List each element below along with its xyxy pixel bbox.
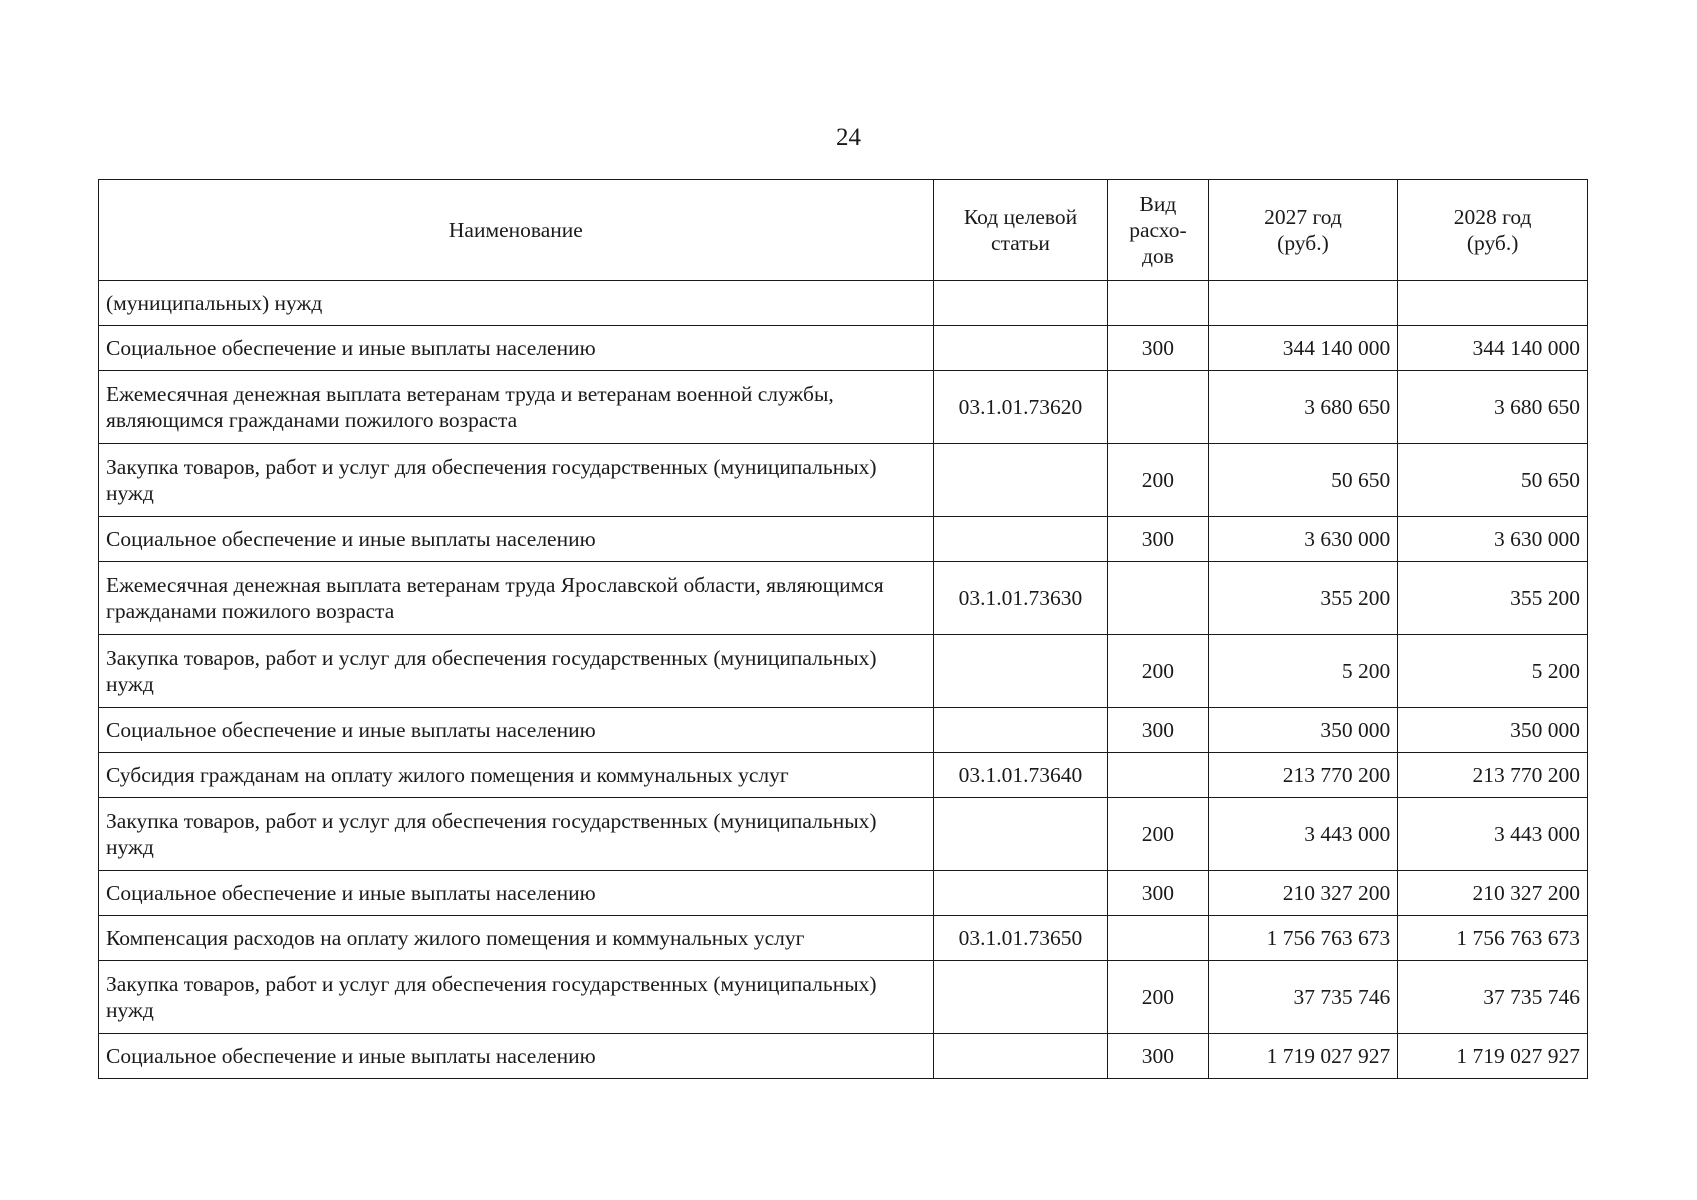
- row-code: [933, 517, 1107, 562]
- row-2028: 1 719 027 927: [1398, 1034, 1588, 1079]
- row-code: 03.1.01.73630: [933, 562, 1107, 635]
- row-2027: 5 200: [1208, 635, 1398, 708]
- budget-table: [98, 179, 1588, 1079]
- row-2028: 3 680 650: [1398, 371, 1588, 444]
- row-type: 300: [1108, 326, 1208, 371]
- row-name: Социальное обеспечение и иные выплаты населению: [99, 326, 934, 371]
- header-year-2027: [1208, 180, 1398, 281]
- row-type: 300: [1108, 517, 1208, 562]
- row-2028: 1 756 763 673: [1398, 916, 1588, 961]
- table-row: [99, 1034, 1588, 1079]
- row-code: [933, 326, 1107, 371]
- row-name: Ежемесячная денежная выплата ветеранам труда Ярославской области, являющимся гражданами пожилого возраста: [99, 562, 934, 635]
- row-2028: 350 000: [1398, 708, 1588, 753]
- header-year-2027-label: 2027 год (руб.): [1264, 205, 1342, 255]
- row-2028: 213 770 200: [1398, 753, 1588, 798]
- row-2028: 3 630 000: [1398, 517, 1588, 562]
- row-2028: 355 200: [1398, 562, 1588, 635]
- row-name: Социальное обеспечение и иные выплаты населению: [99, 871, 934, 916]
- table-row: [99, 798, 1588, 871]
- row-type: 200: [1108, 635, 1208, 708]
- row-code: [933, 635, 1107, 708]
- row-2028: [1398, 281, 1588, 326]
- row-2028: 50 650: [1398, 444, 1588, 517]
- table-row: [99, 753, 1588, 798]
- table-row: [99, 281, 1588, 326]
- row-2028: 210 327 200: [1398, 871, 1588, 916]
- page-number: 24: [836, 124, 861, 151]
- row-2027: 1 756 763 673: [1208, 916, 1398, 961]
- row-name: Социальное обеспечение и иные выплаты населению: [99, 1034, 934, 1079]
- row-2028: 37 735 746: [1398, 961, 1588, 1034]
- row-name: Ежемесячная денежная выплата ветеранам труда и ветеранам военной службы, являющимся гражданами пожилого возраста: [99, 371, 934, 444]
- table-row: [99, 562, 1588, 635]
- row-code: 03.1.01.73640: [933, 753, 1107, 798]
- row-type: 200: [1108, 961, 1208, 1034]
- table-row: [99, 371, 1588, 444]
- row-name: Компенсация расходов на оплату жилого помещения и коммунальных услуг: [99, 916, 934, 961]
- header-type: [1108, 180, 1208, 281]
- row-code: [933, 798, 1107, 871]
- row-type: 300: [1108, 871, 1208, 916]
- row-2027: 350 000: [1208, 708, 1398, 753]
- row-2027: 3 443 000: [1208, 798, 1398, 871]
- table-row: [99, 444, 1588, 517]
- row-code: 03.1.01.73620: [933, 371, 1107, 444]
- row-type: [1108, 281, 1208, 326]
- row-2027: 37 735 746: [1208, 961, 1398, 1034]
- row-name: Закупка товаров, работ и услуг для обеспечения государственных (муниципальных) нужд: [99, 444, 934, 517]
- row-name: Закупка товаров, работ и услуг для обеспечения государственных (муниципальных) нужд: [99, 798, 934, 871]
- row-2027: 213 770 200: [1208, 753, 1398, 798]
- row-2027: 355 200: [1208, 562, 1398, 635]
- header-name-label: Наименование: [448, 218, 583, 242]
- row-code: [933, 871, 1107, 916]
- row-type: [1108, 562, 1208, 635]
- row-2027: 50 650: [1208, 444, 1398, 517]
- row-type: [1108, 371, 1208, 444]
- row-2027: 210 327 200: [1208, 871, 1398, 916]
- row-2027: 1 719 027 927: [1208, 1034, 1398, 1079]
- row-2027: 344 140 000: [1208, 326, 1398, 371]
- header-type-label: Вид расхо-дов: [1129, 192, 1187, 268]
- row-name: Закупка товаров, работ и услуг для обеспечения государственных (муниципальных) нужд: [99, 961, 934, 1034]
- table-row: [99, 961, 1588, 1034]
- row-2028: 5 200: [1398, 635, 1588, 708]
- row-type: [1108, 916, 1208, 961]
- header-year-2028-label: 2028 год (руб.): [1453, 205, 1532, 255]
- row-2027: 3 680 650: [1208, 371, 1398, 444]
- row-type: 300: [1108, 708, 1208, 753]
- row-type: 200: [1108, 798, 1208, 871]
- table-row: [99, 871, 1588, 916]
- table-header-row: [99, 180, 1588, 281]
- row-2027: [1208, 281, 1398, 326]
- row-name: Социальное обеспечение и иные выплаты населению: [99, 517, 934, 562]
- row-code: [933, 961, 1107, 1034]
- row-2028: 3 443 000: [1398, 798, 1588, 871]
- row-type: [1108, 753, 1208, 798]
- row-type: 300: [1108, 1034, 1208, 1079]
- table-row: [99, 517, 1588, 562]
- row-code: [933, 444, 1107, 517]
- row-name: (муниципальных) нужд: [99, 281, 934, 326]
- header-code: [933, 180, 1107, 281]
- row-type: 200: [1108, 444, 1208, 517]
- table-row: [99, 635, 1588, 708]
- row-code: [933, 1034, 1107, 1079]
- row-code: 03.1.01.73650: [933, 916, 1107, 961]
- row-name: Социальное обеспечение и иные выплаты населению: [99, 708, 934, 753]
- header-year-2028: [1398, 180, 1588, 281]
- row-2027: 3 630 000: [1208, 517, 1398, 562]
- row-code: [933, 708, 1107, 753]
- table-row: [99, 916, 1588, 961]
- row-code: [933, 281, 1107, 326]
- row-name: Закупка товаров, работ и услуг для обеспечения государственных (муниципальных) нужд: [99, 635, 934, 708]
- table-row: [99, 708, 1588, 753]
- table-row: [99, 326, 1588, 371]
- header-name: [99, 180, 934, 281]
- header-code-label: Код целевой статьи: [963, 205, 1078, 255]
- row-name: Субсидия гражданам на оплату жилого помещения и коммунальных услуг: [99, 753, 934, 798]
- row-2028: 344 140 000: [1398, 326, 1588, 371]
